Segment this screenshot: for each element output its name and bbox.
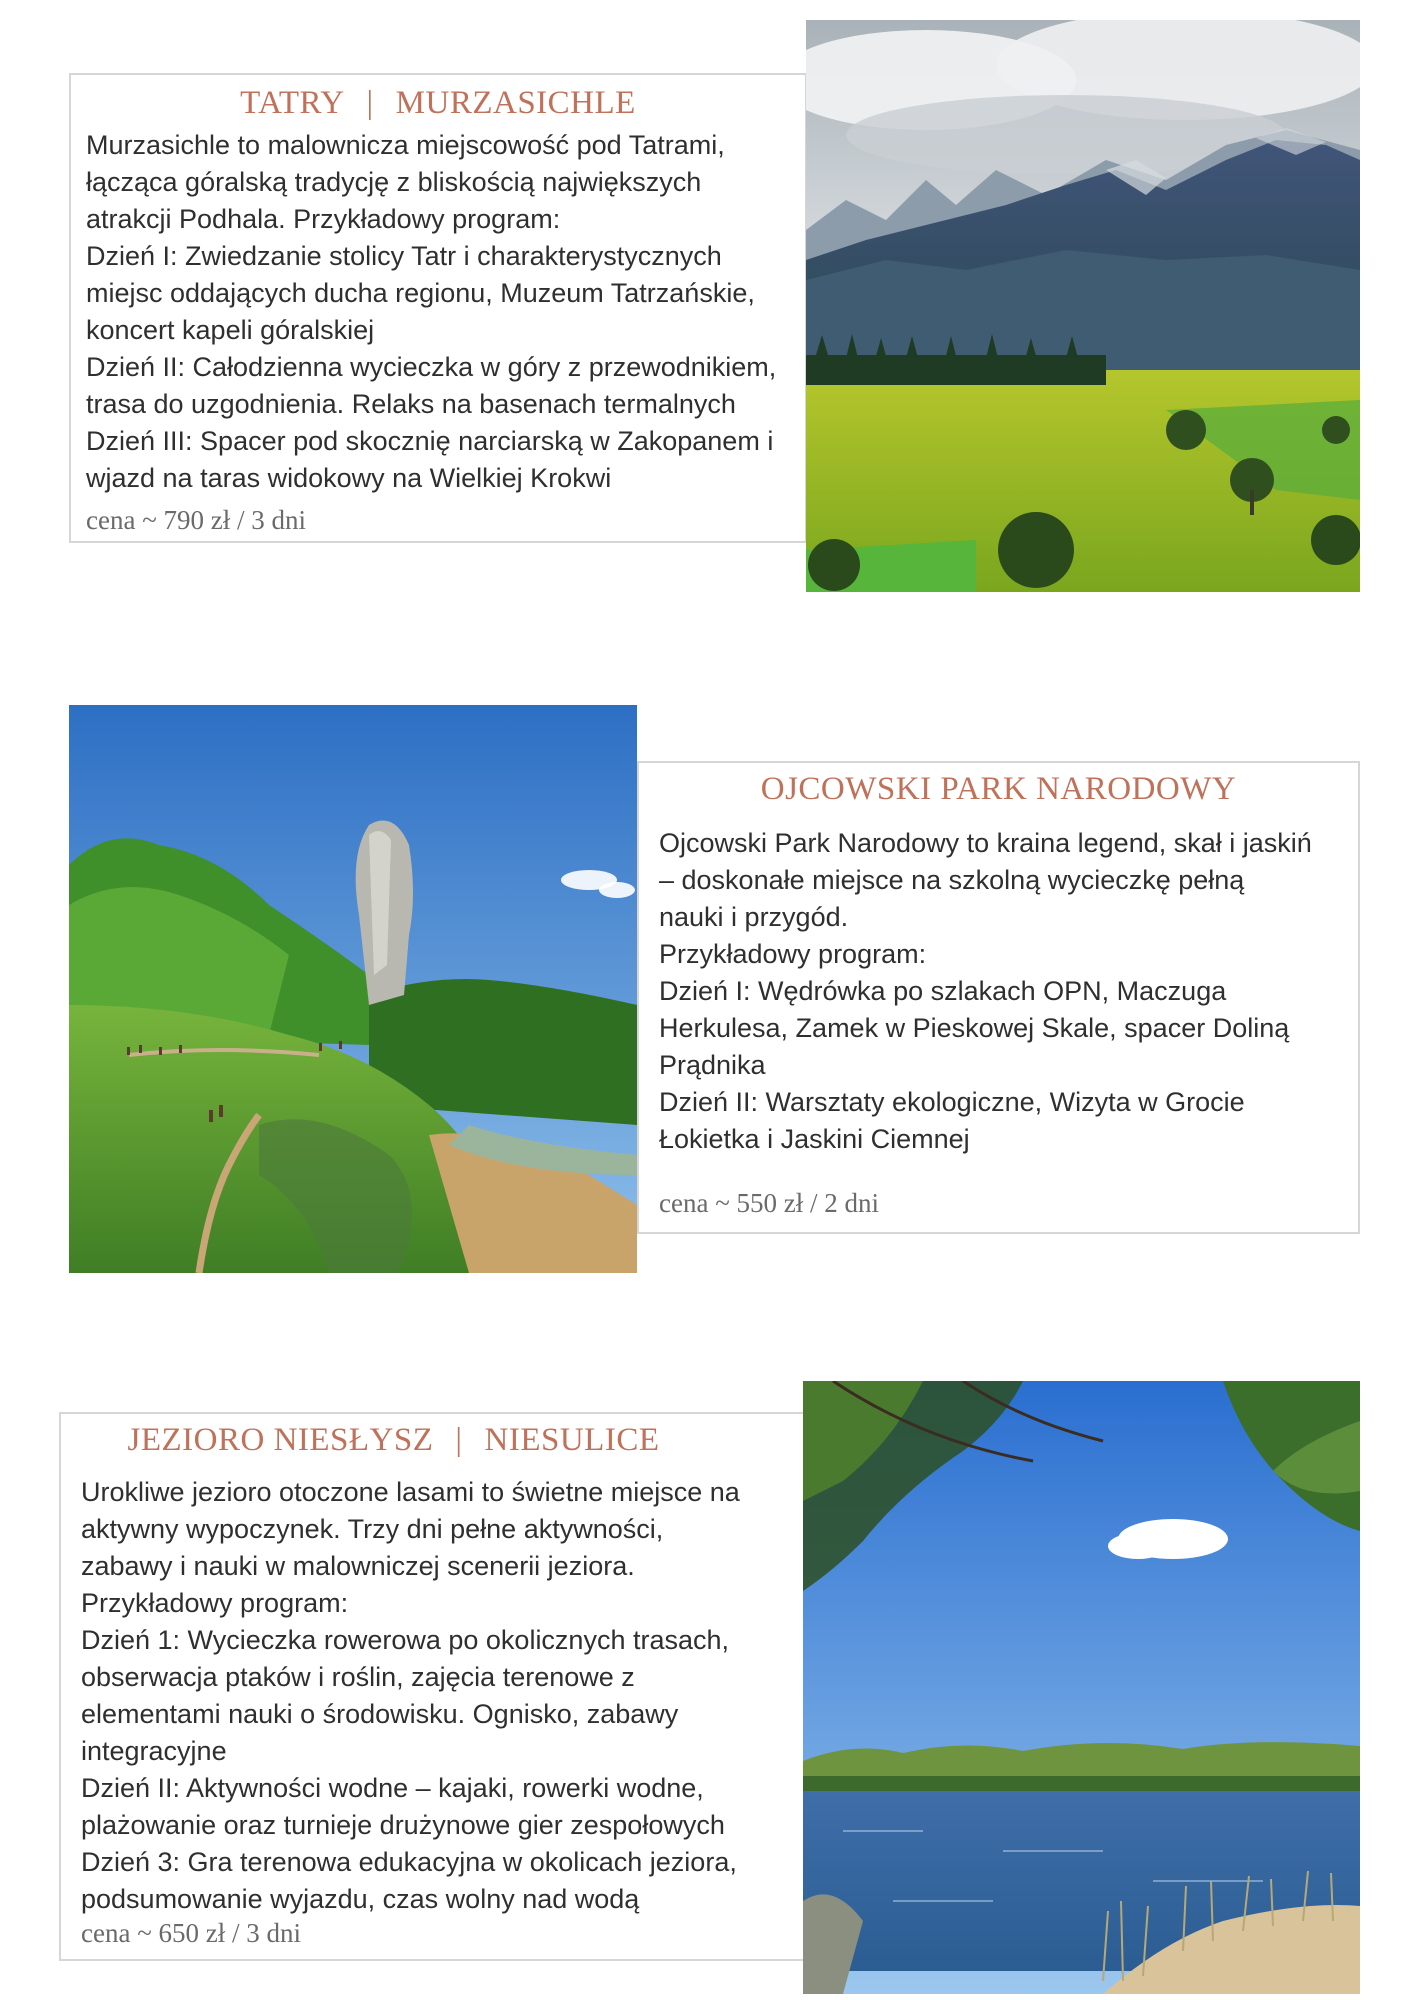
niesulice-description	[81, 1474, 740, 1918]
description-line: trasa do uzgodnienia. Relaks na basenach termalnych	[86, 389, 736, 419]
description-line: obserwacja ptaków i roślin, zajęcia terenowe z	[81, 1662, 635, 1692]
description-line: – doskonałe miejsce na szkolną wycieczkę pełną	[659, 865, 1245, 895]
ojcow-title: OJCOWSKI PARK NARODOWY	[760, 771, 1237, 807]
description-line: Herkulesa, Zamek w Pieskowej Skale, spacer Doliną	[659, 1013, 1290, 1043]
description-line: miejsc oddających ducha regionu, Muzeum Tatrzańskie,	[86, 278, 755, 308]
tatry-description	[86, 127, 776, 497]
description-line: Łokietka i Jaskini Ciemnej	[659, 1124, 970, 1154]
description-line: Przykładowy program:	[81, 1588, 349, 1618]
niesulice-card	[59, 1412, 808, 1961]
description-line: integracyjne	[81, 1736, 227, 1766]
description-line: Dzień III: Spacer pod skocznię narciarską w Zakopanem i	[86, 426, 774, 456]
tatry-card	[69, 73, 807, 543]
ojcow-card	[637, 761, 1360, 1234]
tatry-title-town: MURZASICHLE	[395, 85, 636, 121]
description-line: Dzień II: Warsztaty ekologiczne, Wizyta w Grocie	[659, 1087, 1245, 1117]
tatry-title	[71, 87, 805, 120]
description-line: plażowanie oraz turnieje drużynowe gier zespołowych	[81, 1810, 725, 1840]
description-line: Dzień 1: Wycieczka rowerowa po okolicznych trasach,	[81, 1625, 730, 1655]
description-line: podsumowanie wyjazdu, czas wolny nad wodą	[81, 1884, 640, 1914]
description-line: Dzień I: Wędrówka po szlakach OPN, Maczuga	[659, 976, 1227, 1006]
description-line: nauki i przygód.	[659, 902, 849, 932]
niesulice-title-town: NIESULICE	[484, 1422, 660, 1458]
tatry-price: cena ~ 790 zł / 3 dni	[86, 505, 307, 535]
description-line: elementami nauki o środowisku. Ognisko, zabawy	[81, 1699, 679, 1729]
description-line: zabawy i nauki w malowniczej scenerii jeziora.	[81, 1551, 635, 1581]
description-line: Urokliwe jezioro otoczone lasami to świetne miejsce na	[81, 1477, 740, 1507]
description-line: Dzień 3: Gra terenowa edukacyjna w okolicach jeziora,	[81, 1847, 737, 1877]
niesulice-title	[0, 1424, 806, 1457]
niesulice-lake-photo	[803, 1381, 1360, 1994]
description-line: Dzień II: Całodzienna wycieczka w góry z przewodnikiem,	[86, 352, 777, 382]
description-line: Murzasichle to malownicza miejscowość pod Tatrami,	[86, 130, 725, 160]
description-line: Dzień II: Aktywności wodne – kajaki, rowerki wodne,	[81, 1773, 704, 1803]
title-separator: |	[366, 85, 374, 121]
description-line: wjazd na taras widokowy na Wielkiej Krokwi	[86, 463, 612, 493]
description-line: koncert kapeli góralskiej	[86, 315, 375, 345]
ojcow-rock-photo	[69, 705, 637, 1273]
tatry-title-region: TATRY	[240, 85, 345, 121]
niesulice-title-lake: JEZIORO NIESŁYSZ	[127, 1422, 434, 1458]
description-line: Przykładowy program:	[659, 939, 927, 969]
description-line: Ojcowski Park Narodowy to kraina legend, skał i jaskiń	[659, 828, 1312, 858]
description-line: Dzień I: Zwiedzanie stolicy Tatr i charakterystycznych	[86, 241, 722, 271]
ojcow-price: cena ~ 550 zł / 2 dni	[659, 1188, 880, 1218]
ojcow-description	[659, 825, 1312, 1158]
title-separator: |	[455, 1422, 463, 1458]
niesulice-price: cena ~ 650 zł / 3 dni	[81, 1918, 302, 1948]
description-line: łącząca góralską tradycję z bliskością największych	[86, 167, 702, 197]
description-line: Prądnika	[659, 1050, 766, 1080]
description-line: aktywny wypoczynek. Trzy dni pełne aktywności,	[81, 1514, 664, 1544]
description-line: atrakcji Podhala. Przykładowy program:	[86, 204, 561, 234]
tatry-mountains-photo	[806, 20, 1360, 592]
